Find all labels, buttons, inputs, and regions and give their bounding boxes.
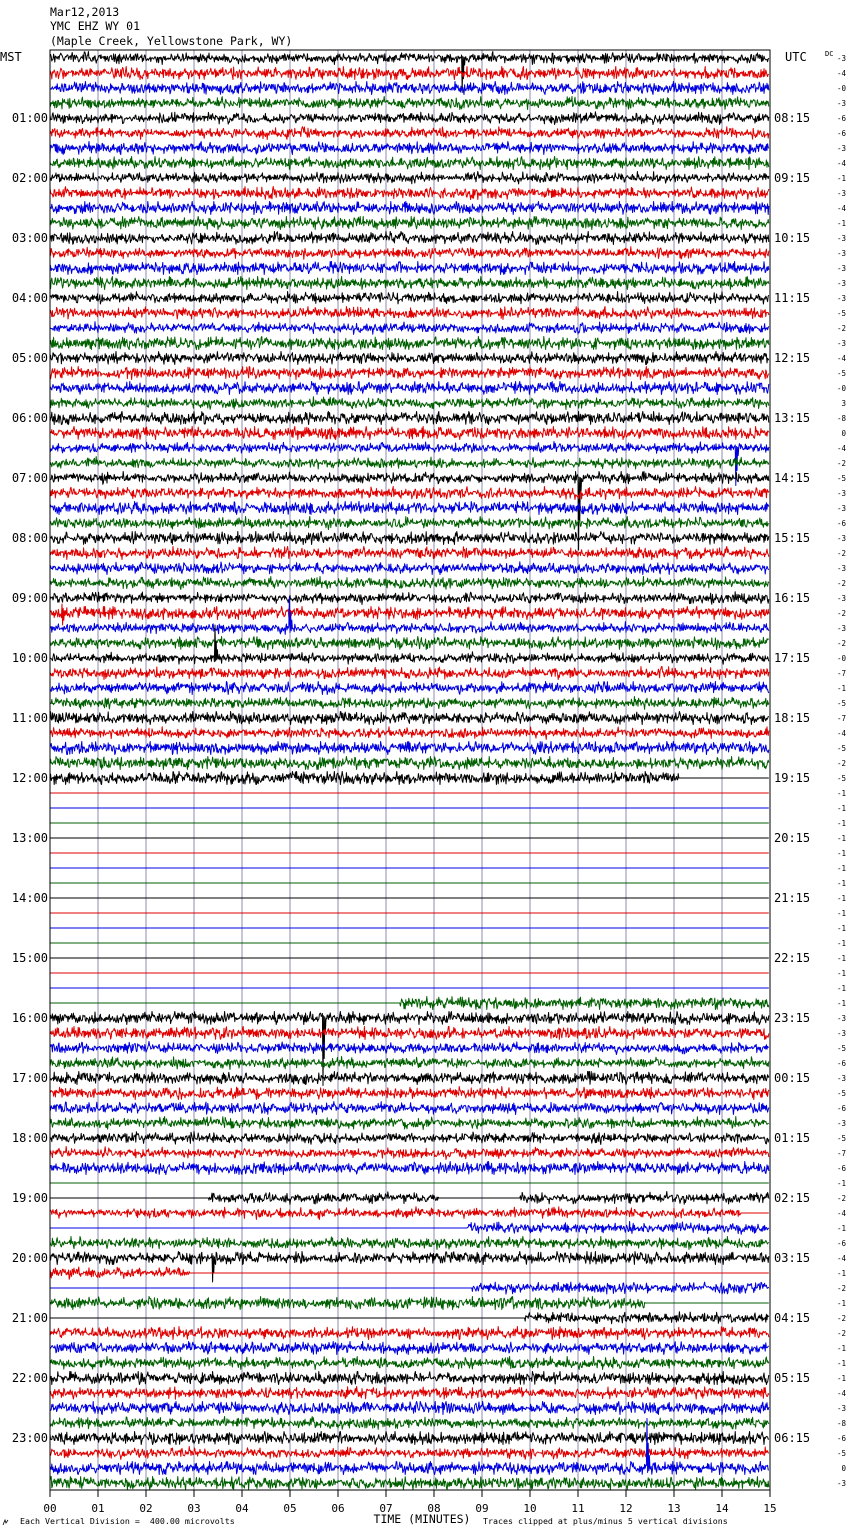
trace-03-45 — [50, 277, 769, 290]
x-tick-label: 04 — [235, 1502, 249, 1515]
utc-hour-label: 21:15 — [774, 891, 811, 905]
left-axis-title: MST — [0, 50, 22, 64]
dc-offset-label: -1 — [836, 1344, 846, 1353]
utc-hour-label: 14:15 — [774, 471, 811, 485]
station-code: YMC EHZ WY 01 — [50, 19, 141, 33]
dc-offset-label: 3 — [841, 399, 846, 408]
trace-20-45 — [50, 1297, 769, 1310]
dc-offset-label: -1 — [836, 969, 846, 978]
dc-offset-label: -6 — [836, 1434, 846, 1443]
dc-offset-label: -8 — [836, 1419, 846, 1428]
dc-offset-label: -3 — [836, 1014, 846, 1023]
dc-offset-label: -2 — [836, 459, 846, 468]
mst-hour-label: 02:00 — [11, 171, 48, 185]
trace-16-30 — [50, 1042, 769, 1055]
dc-offset-label: -4 — [836, 1389, 846, 1398]
trace-06-15 — [50, 427, 769, 440]
dc-offset-label: -1 — [836, 849, 846, 858]
trace-18-30 — [50, 1162, 769, 1175]
trace-12-00 — [50, 772, 769, 785]
utc-hour-label: 09:15 — [774, 171, 811, 185]
trace-00-30 — [50, 82, 769, 95]
utc-hour-label: 16:15 — [774, 591, 811, 605]
trace-04-00 — [50, 292, 769, 305]
trace-00-45 — [50, 97, 769, 110]
dc-offset-label: -6 — [836, 129, 846, 138]
trace-07-15 — [50, 487, 769, 500]
utc-hour-label: 00:15 — [774, 1071, 811, 1085]
dc-offset-label: -6 — [836, 1239, 846, 1248]
dc-offset-label: -6 — [836, 1059, 846, 1068]
clip-note: Traces clipped at plus/minus 5 vertical divisions — [483, 1516, 728, 1526]
mst-hour-label: 22:00 — [11, 1371, 48, 1385]
dc-offset-label: -2 — [836, 609, 846, 618]
utc-hour-label: 11:15 — [774, 291, 811, 305]
x-tick-label: 01 — [91, 1502, 105, 1515]
dc-column-title: DC — [825, 50, 834, 58]
trace-03-15 — [50, 247, 769, 260]
dc-offset-label: -3 — [836, 189, 846, 198]
dc-offset-label: -3 — [836, 534, 846, 543]
utc-hour-label: 17:15 — [774, 651, 811, 665]
dc-offset-label: -1 — [836, 954, 846, 963]
dc-offset-label: -1 — [836, 834, 846, 843]
dc-offset-label: -2 — [836, 549, 846, 558]
trace-03-30 — [50, 262, 769, 275]
trace-01-00 — [50, 112, 769, 125]
x-tick-label: 09 — [475, 1502, 489, 1515]
trace-17-30 — [50, 1102, 769, 1115]
dc-offset-label: -3 — [836, 1404, 846, 1413]
trace-17-00 — [50, 1072, 769, 1085]
x-tick-label: 07 — [379, 1502, 393, 1515]
dc-offset-label: -1 — [836, 1179, 846, 1188]
mst-hour-label: 05:00 — [11, 351, 48, 365]
x-tick-label: 13 — [667, 1502, 681, 1515]
dc-offset-label: -4 — [836, 1254, 846, 1263]
utc-hour-label: 23:15 — [774, 1011, 811, 1025]
dc-offset-label: 0 — [841, 429, 846, 438]
trace-02-00 — [50, 172, 769, 184]
traces — [50, 52, 769, 1490]
x-axis-label: TIME (MINUTES) — [373, 1512, 471, 1526]
dc-offset-label: -1 — [836, 819, 846, 828]
mst-hour-label: 03:00 — [11, 231, 48, 245]
x-tick-label: 00 — [43, 1502, 57, 1515]
trace-09-45 — [50, 637, 769, 650]
dc-offset-label: -2 — [836, 1329, 846, 1338]
dc-offset-label: -4 — [836, 444, 846, 453]
utc-hour-label: 04:15 — [774, 1311, 811, 1325]
dc-offset-label: -7 — [836, 714, 846, 723]
dc-offset-label: -5 — [836, 774, 846, 783]
dc-offset-label: -3 — [836, 1119, 846, 1128]
trace-19-45 — [50, 1237, 769, 1250]
trace-20-15 — [50, 1267, 769, 1279]
trace-17-15 — [50, 1087, 769, 1100]
x-tick-label: 05 — [283, 1502, 297, 1515]
dc-offset-label: -1 — [836, 1224, 846, 1233]
dc-offset-label: -3 — [836, 99, 846, 108]
mst-hour-label: 09:00 — [11, 591, 48, 605]
dc-offset-label: -6 — [836, 519, 846, 528]
mst-hour-label: 07:00 — [11, 471, 48, 485]
trace-05-15 — [50, 367, 769, 380]
trace-16-15 — [50, 1027, 769, 1040]
dc-offset-label: -7 — [836, 669, 846, 678]
record-date: Mar12,2013 — [50, 5, 120, 19]
trace-01-45 — [50, 157, 769, 170]
dc-offset-label: -3 — [836, 594, 846, 603]
x-tick-label: 03 — [187, 1502, 201, 1515]
trace-15-45 — [50, 997, 769, 1010]
trace-02-15 — [50, 187, 769, 200]
trace-09-00 — [50, 592, 769, 605]
dc-offset-label: -1 — [836, 219, 846, 228]
dc-offset-label: -3 — [836, 1029, 846, 1038]
utc-hour-label: 22:15 — [774, 951, 811, 965]
dc-offset-label: -2 — [836, 1284, 846, 1293]
trace-10-00 — [50, 625, 769, 664]
x-tick-label: 02 — [139, 1502, 153, 1515]
dc-offset-label: -6 — [836, 114, 846, 123]
trace-21-00 — [50, 1312, 769, 1324]
mst-hour-label: 20:00 — [11, 1251, 48, 1265]
trace-21-45 — [50, 1357, 769, 1370]
dc-offset-label: -5 — [836, 1044, 846, 1053]
mst-hour-label: 15:00 — [11, 951, 48, 965]
logo-mark — [3, 1520, 8, 1525]
x-tick-label: 10 — [523, 1502, 537, 1515]
mst-hour-label: 13:00 — [11, 831, 48, 845]
dc-offset-label: -3 — [836, 1479, 846, 1488]
trace-02-45 — [50, 217, 769, 230]
dc-offset-label: -2 — [836, 324, 846, 333]
x-tick-label: 11 — [571, 1502, 585, 1515]
dc-offset-label: -1 — [836, 984, 846, 993]
dc-offset-label: -5 — [836, 369, 846, 378]
x-tick-label: 15 — [763, 1502, 777, 1515]
utc-hour-label: 13:15 — [774, 411, 811, 425]
trace-11-15 — [50, 727, 769, 740]
dc-offset-label: -5 — [836, 1449, 846, 1458]
utc-hour-label: 06:15 — [774, 1431, 811, 1445]
station-location: (Maple Creek, Yellowstone Park, WY) — [50, 34, 293, 48]
mst-hour-label: 06:00 — [11, 411, 48, 425]
scale-note: Each Vertical Division = 400.00 microvolts — [20, 1516, 235, 1526]
trace-05-45 — [50, 397, 769, 410]
trace-00-15 — [50, 67, 769, 80]
trace-02-30 — [50, 202, 769, 215]
dc-offset-label: -2 — [836, 1314, 846, 1323]
trace-07-30 — [50, 502, 769, 515]
x-tick-label: 06 — [331, 1502, 345, 1515]
utc-hour-label: 10:15 — [774, 231, 811, 245]
dc-offset-label: -8 — [836, 414, 846, 423]
dc-offset-label: -6 — [836, 1104, 846, 1113]
dc-offset-label: -4 — [836, 69, 846, 78]
dc-offset-label: -1 — [836, 909, 846, 918]
dc-offset-label: -3 — [836, 624, 846, 633]
utc-hour-label: 12:15 — [774, 351, 811, 365]
trace-23-00 — [50, 1432, 769, 1445]
right-axis-title: UTC — [785, 50, 807, 64]
utc-hour-label: 01:15 — [774, 1131, 811, 1145]
mst-hour-label: 04:00 — [11, 291, 48, 305]
trace-03-00 — [50, 232, 769, 245]
dc-offset-label: -3 — [836, 144, 846, 153]
trace-18-15 — [50, 1147, 769, 1160]
dc-offset-label: -3 — [836, 1074, 846, 1083]
mst-hour-label: 11:00 — [11, 711, 48, 725]
dc-offset-label: -1 — [836, 804, 846, 813]
x-tick-label: 08 — [427, 1502, 441, 1515]
dc-offset-label: -6 — [836, 1164, 846, 1173]
dc-offset-label: -0 — [836, 654, 846, 663]
mst-hour-label: 12:00 — [11, 771, 48, 785]
trace-19-30 — [50, 1222, 769, 1235]
mst-hour-label: 01:00 — [11, 111, 48, 125]
trace-11-00 — [50, 712, 769, 725]
mst-hour-label: 16:00 — [11, 1011, 48, 1025]
trace-07-45 — [50, 517, 769, 530]
dc-offset-label: -3 — [836, 564, 846, 573]
trace-04-30 — [50, 322, 769, 335]
dc-offset-label: -4 — [836, 729, 846, 738]
dc-offset-label: -3 — [836, 489, 846, 498]
dc-offset-label: -2 — [836, 1194, 846, 1203]
trace-10-30 — [50, 682, 769, 695]
trace-23-30 — [50, 1419, 769, 1475]
utc-hour-label: 02:15 — [774, 1191, 811, 1205]
dc-offset-label: 0 — [841, 1464, 846, 1473]
dc-offset-label: -5 — [836, 699, 846, 708]
dc-offset-label: -1 — [836, 684, 846, 693]
trace-11-45 — [50, 757, 769, 770]
dc-offset-label: -1 — [836, 879, 846, 888]
dc-offset-label: -3 — [836, 294, 846, 303]
dc-offset-label: -2 — [836, 579, 846, 588]
dc-offset-label: -3 — [836, 279, 846, 288]
dc-offset-label: -4 — [836, 159, 846, 168]
trace-20-30 — [50, 1282, 769, 1294]
dc-offset-label: -3 — [836, 504, 846, 513]
dc-offset-label: -3 — [836, 234, 846, 243]
trace-05-30 — [50, 382, 769, 395]
dc-offset-label: -5 — [836, 1134, 846, 1143]
utc-hour-label: 15:15 — [774, 531, 811, 545]
utc-hour-label: 20:15 — [774, 831, 811, 845]
trace-19-00 — [50, 1192, 769, 1205]
mst-hour-label: 19:00 — [11, 1191, 48, 1205]
dc-offset-label: -5 — [836, 309, 846, 318]
dc-offset-label: -2 — [836, 759, 846, 768]
dc-offset-label: -5 — [836, 1089, 846, 1098]
dc-offset-label: -1 — [836, 1269, 846, 1278]
trace-08-00 — [50, 532, 769, 545]
dc-offset-label: -3 — [836, 339, 846, 348]
trace-10-15 — [50, 667, 769, 680]
dc-offset-label: -1 — [836, 894, 846, 903]
utc-hour-label: 18:15 — [774, 711, 811, 725]
trace-17-45 — [50, 1117, 769, 1130]
dc-offset-label: -5 — [836, 474, 846, 483]
utc-hour-label: 19:15 — [774, 771, 811, 785]
mst-hour-label: 18:00 — [11, 1131, 48, 1145]
trace-01-30 — [50, 142, 769, 155]
mst-hour-label: 17:00 — [11, 1071, 48, 1085]
dc-offset-label: -1 — [836, 999, 846, 1008]
dc-offset-label: -1 — [836, 939, 846, 948]
trace-21-15 — [50, 1327, 769, 1340]
dc-offset-label: -1 — [836, 924, 846, 933]
trace-11-30 — [50, 742, 769, 755]
trace-22-00 — [50, 1372, 769, 1385]
dc-offset-label: -5 — [836, 744, 846, 753]
mst-hour-label: 23:00 — [11, 1431, 48, 1445]
dc-offset-label: -1 — [836, 864, 846, 873]
trace-19-15 — [50, 1207, 769, 1220]
trace-08-45 — [50, 577, 769, 590]
dc-offset-label: -4 — [836, 354, 846, 363]
trace-06-45 — [50, 457, 769, 469]
trace-23-45 — [50, 1477, 769, 1490]
x-tick-label: 14 — [715, 1502, 729, 1515]
dc-offset-label: -1 — [836, 789, 846, 798]
dc-offset-label: -1 — [836, 1299, 846, 1308]
dc-offset-label: -2 — [836, 639, 846, 648]
trace-05-00 — [50, 352, 769, 365]
x-tick-label: 12 — [619, 1502, 633, 1515]
trace-04-45 — [50, 337, 769, 350]
trace-08-30 — [50, 562, 769, 575]
trace-22-15 — [50, 1387, 769, 1400]
dc-offset-label: -4 — [836, 1209, 846, 1218]
dc-offset-label: -1 — [836, 174, 846, 183]
utc-hour-label: 03:15 — [774, 1251, 811, 1265]
trace-16-45 — [50, 1057, 769, 1070]
mst-hour-label: 08:00 — [11, 531, 48, 545]
trace-22-45 — [50, 1417, 769, 1430]
trace-20-00 — [50, 1252, 769, 1283]
trace-10-45 — [50, 697, 769, 710]
trace-09-15 — [50, 604, 769, 625]
dc-offset-label: -1 — [836, 1359, 846, 1368]
trace-01-15 — [50, 127, 769, 140]
trace-23-15 — [50, 1447, 769, 1460]
trace-04-15 — [50, 307, 769, 320]
dc-offset-label: -3 — [836, 54, 846, 63]
trace-08-15 — [50, 547, 769, 560]
dc-offset-label: -4 — [836, 204, 846, 213]
mst-hour-label: 21:00 — [11, 1311, 48, 1325]
utc-hour-label: 05:15 — [774, 1371, 811, 1385]
trace-18-00 — [50, 1132, 769, 1145]
utc-hour-label: 08:15 — [774, 111, 811, 125]
dc-offset-label: -7 — [836, 1149, 846, 1158]
mst-hour-label: 10:00 — [11, 651, 48, 665]
trace-22-30 — [50, 1402, 769, 1415]
dc-offset-label: -3 — [836, 249, 846, 258]
dc-offset-label: -3 — [836, 264, 846, 273]
mst-hour-label: 14:00 — [11, 891, 48, 905]
dc-offset-label: -1 — [836, 1374, 846, 1383]
dc-offset-label: -0 — [836, 84, 846, 93]
trace-21-30 — [50, 1342, 769, 1355]
trace-06-00 — [50, 412, 769, 425]
dc-offset-label: -0 — [836, 384, 846, 393]
